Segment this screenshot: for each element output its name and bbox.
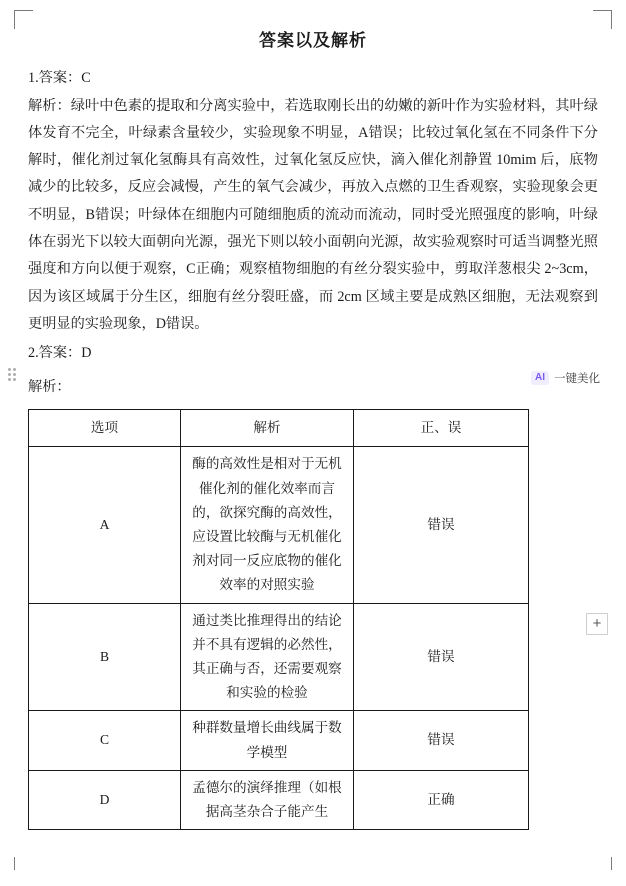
column-header-option: 选项 <box>29 410 181 447</box>
column-header-analysis: 解析 <box>181 410 354 447</box>
answer-2-label: 2.答案：D <box>28 345 92 362</box>
cell-option: B <box>29 603 181 711</box>
drag-handle-icon[interactable] <box>8 368 18 384</box>
table-header-row <box>29 410 529 447</box>
analysis-table <box>28 409 529 830</box>
cell-verdict: 错误 <box>354 447 529 603</box>
cell-option: C <box>29 711 181 770</box>
analysis-2-label: 解析： <box>28 378 71 395</box>
table-row <box>29 603 529 711</box>
page-bottom-edge <box>0 870 626 886</box>
cell-analysis: 酶的高效性是相对于无机催化剂的催化效率而言的，欲探究酶的高效性，应设置比较酶与无机催化剂对同一反应底物的催化效率的对照实验 <box>181 447 354 603</box>
cell-verdict: 正确 <box>354 770 529 829</box>
table-row <box>29 447 529 603</box>
answer-1-label: 1.答案：C <box>28 70 91 86</box>
table-row <box>29 770 529 829</box>
cell-analysis: 通过类比推理得出的结论并不具有逻辑的必然性，其正确与否，还需要观察和实验的检验 <box>181 603 354 711</box>
page-title: 答案以及解析 <box>259 31 367 50</box>
cell-verdict: 错误 <box>354 711 529 770</box>
cell-option: D <box>29 770 181 829</box>
cell-analysis: 种群数量增长曲线属于数学模型 <box>181 711 354 770</box>
analysis-1-text <box>28 93 598 338</box>
add-row-button[interactable]: + <box>586 613 608 635</box>
analysis-1-prefix: 解析： <box>28 97 71 114</box>
cell-option: A <box>29 447 181 603</box>
ai-beautify-label: 一键美化 <box>554 373 600 385</box>
cell-analysis: 孟德尔的演绎推理（如根据高茎杂合子能产生 <box>181 770 354 829</box>
table-row <box>29 711 529 770</box>
column-header-verdict: 正、误 <box>354 410 529 447</box>
ai-badge-icon: AI <box>531 371 549 386</box>
cell-verdict: 错误 <box>354 603 529 711</box>
analysis-1-body: 绿叶中色素的提取和分离实验中，若选取刚长出的幼嫩的新叶作为实验材料，其叶绿体发育不完全，叶绿素含量较少，实验现象不明显，A错误；比较过氧化氢在不同条件下分解时，催化剂过氧化氢酶具有高效性，过氧化氢反应快，滴入催化剂静置 10mim 后，底物减少的比较多，反应会减慢，产生的氧气会减少，再放入点燃的卫生香观察，实验现象会更不明显，B错误；叶绿体在细胞内可随细胞质的流动而流动，同时受光照强度的影响，叶绿体在弱光下以较大面朝向光源，强光下则以较小面朝向光源，故实验观察时可适当调整光照强度和方向以便于观察，C正确；观察植物细胞的有丝分裂实验中，剪取洋葱根尖 2~3cm，因为该区域属于分生区，细胞有丝分裂旺盛，而 2cm 区域主要是成熟区细胞，无法观察到更明显的实验现象，D错误。 <box>28 97 598 332</box>
document-content <box>28 26 598 830</box>
